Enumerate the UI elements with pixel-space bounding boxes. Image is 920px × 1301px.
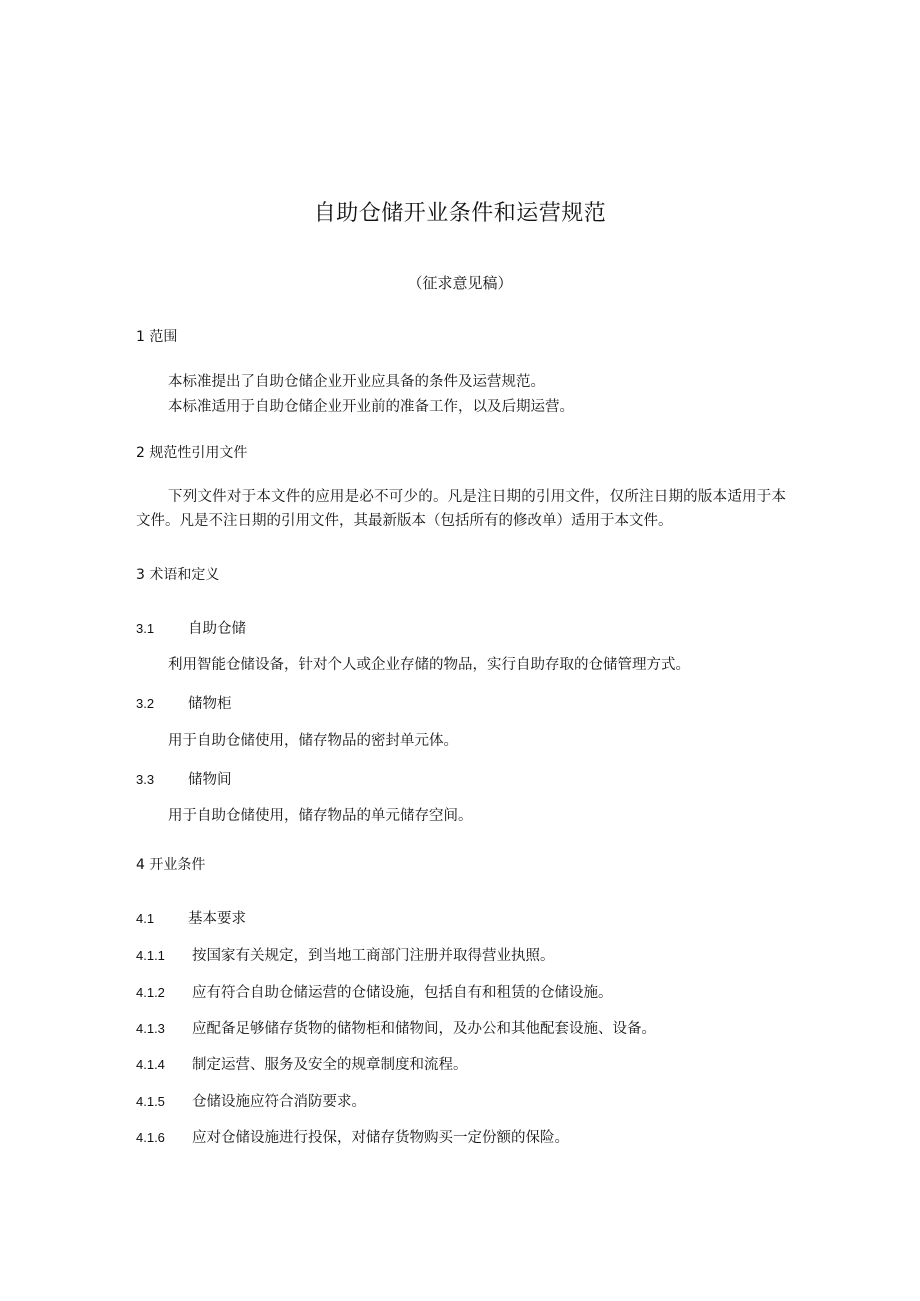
term-3-1-heading [136, 617, 246, 638]
section-3-heading: 3 术语和定义 [136, 567, 220, 583]
clause-text: 制定运营、服务及安全的规章制度和流程。 [192, 1057, 468, 1073]
clause-4-1-5 [136, 1090, 366, 1111]
section-1-line-1: 本标准提出了自助仓储企业开业应具备的条件及运营规范。 [168, 374, 545, 390]
term-3-3-definition: 用于自助仓储使用，储存物品的单元储存空间。 [168, 808, 473, 824]
term-name: 自助仓储 [188, 621, 246, 637]
document-subtitle: （征求意见稿） [407, 274, 513, 292]
term-name: 储物柜 [188, 696, 232, 712]
section-2-heading: 2 规范性引用文件 [136, 445, 248, 461]
clause-4-1-3 [136, 1017, 656, 1038]
clause-text: 仓储设施应符合消防要求。 [192, 1094, 366, 1110]
clause-4-1-1 [136, 944, 555, 965]
clause-number: 4.1.2 [136, 985, 165, 1000]
document-title: 自助仓储开业条件和运营规范 [313, 201, 607, 226]
subsection-title: 基本要求 [188, 911, 246, 927]
subsection-number: 4.1 [136, 911, 155, 926]
clause-text: 按国家有关规定，到当地工商部门注册并取得营业执照。 [192, 948, 555, 964]
term-3-2-definition: 用于自助仓储使用，储存物品的密封单元体。 [168, 733, 458, 749]
section-1-line-2: 本标准适用于自助仓储企业开业前的准备工作，以及后期运营。 [168, 399, 574, 415]
clause-4-1-6 [136, 1126, 569, 1147]
clause-text: 应有符合自助仓储运营的仓储设施，包括自有和租赁的仓储设施。 [192, 985, 613, 1001]
clause-number: 4.1.4 [136, 1057, 165, 1072]
term-3-3-heading [136, 768, 232, 789]
clause-number: 4.1.1 [136, 948, 165, 963]
subsection-4-1-heading [136, 907, 246, 928]
clause-text: 应配备足够储存货物的储物柜和储物间，及办公和其他配套设施、设备。 [192, 1021, 656, 1037]
term-name: 储物间 [188, 772, 232, 788]
clause-number: 4.1.5 [136, 1094, 165, 1109]
term-number: 3.3 [136, 772, 155, 787]
term-3-2-heading [136, 692, 232, 713]
term-number: 3.1 [136, 621, 155, 636]
term-3-1-definition: 利用智能仓储设备，针对个人或企业存储的物品，实行自助存取的仓储管理方式。 [168, 657, 690, 673]
clause-4-1-4 [136, 1053, 468, 1074]
section-4-heading: 4 开业条件 [136, 857, 206, 873]
section-2-paragraph: 下列文件对于本文件的应用是必不可少的。凡是注日期的引用文件，仅所注日期的版本适用于本文件。凡是不注日期的引用文件，其最新版本（包括所有的修改单）适用于本文件。 [136, 489, 786, 529]
clause-text: 应对仓储设施进行投保，对储存货物购买一定份额的保险。 [192, 1130, 569, 1146]
term-number: 3.2 [136, 696, 155, 711]
clause-number: 4.1.3 [136, 1021, 165, 1036]
section-1-heading: 1 范围 [136, 329, 178, 345]
clause-number: 4.1.6 [136, 1130, 165, 1145]
clause-4-1-2 [136, 981, 613, 1002]
